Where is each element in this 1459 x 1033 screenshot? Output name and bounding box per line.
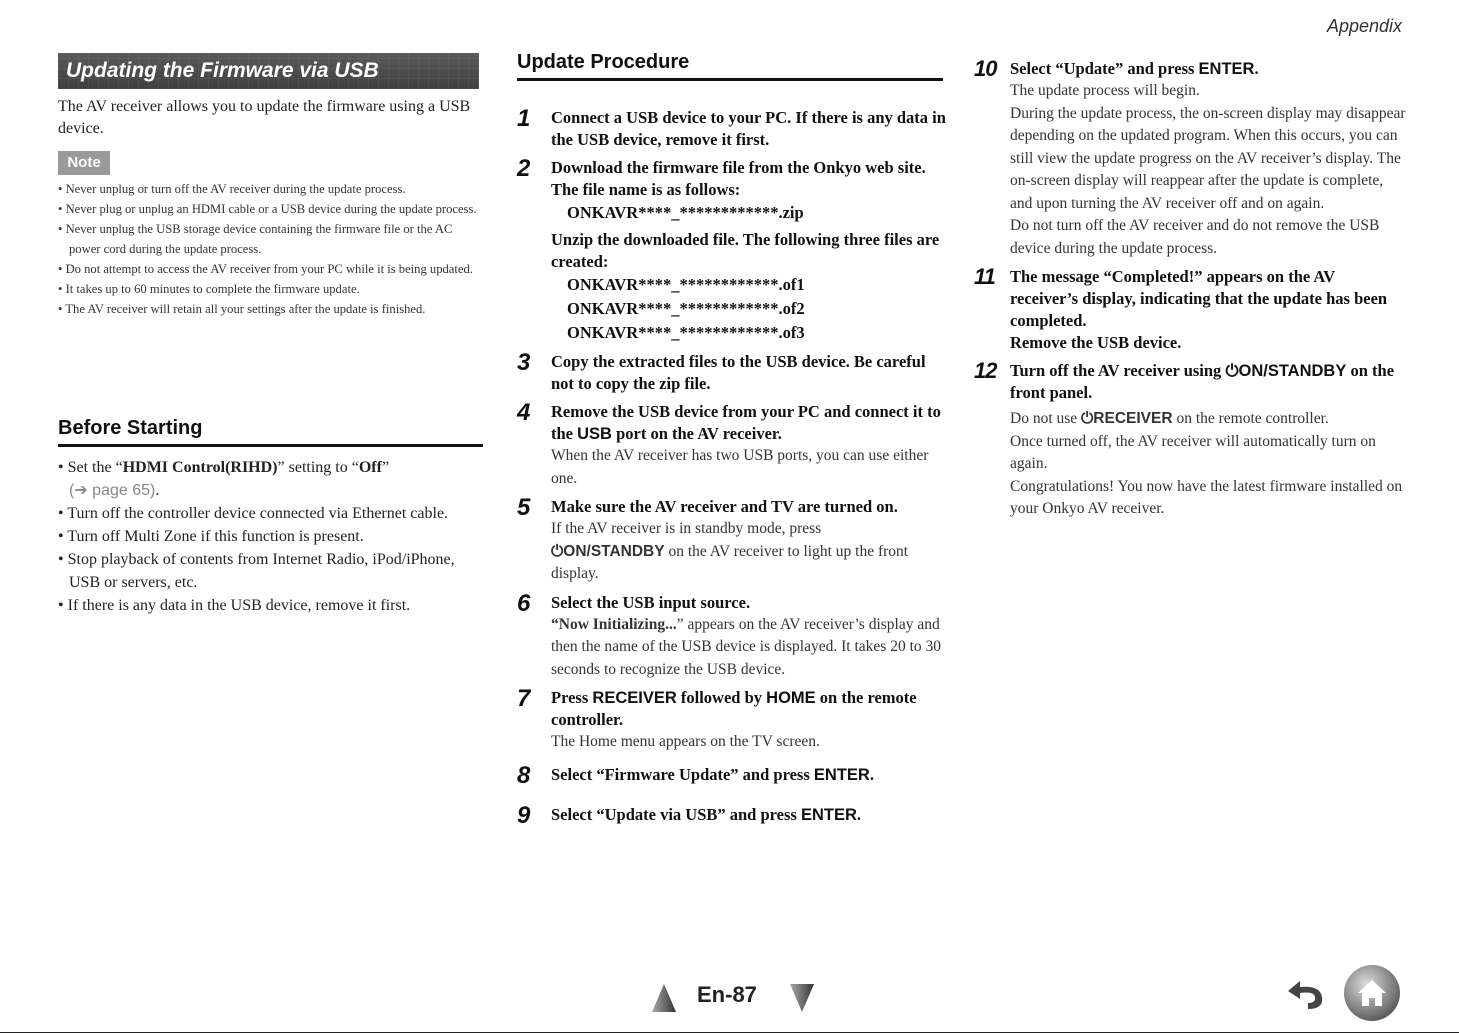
- text: ” setting to “: [277, 459, 359, 476]
- step-1: [517, 107, 947, 151]
- section-banner: Updating the Firmware via USB: [58, 53, 479, 89]
- step-title: Remove the USB device.: [1010, 333, 1182, 352]
- text: .: [869, 764, 874, 784]
- setting-name: HDMI Control(RIHD): [122, 459, 278, 476]
- step-number: 2: [517, 155, 531, 182]
- step-9: [517, 801, 947, 829]
- text: on the remote controller.: [1172, 410, 1329, 427]
- step-body: [551, 518, 947, 586]
- list-item: • It takes up to 60 minutes to complete the firmware update.: [58, 279, 483, 299]
- file-name: ONKAVR****_************.zip: [567, 203, 804, 222]
- key-label: ENTER: [813, 765, 870, 784]
- step-body: During the update process, the on-screen display may disappear depending on the updated program. When this occurs, you can still view the update progress on the AV receiver’s display. The on-screen display will reappear after the update is complete, and upon turning the AV receiver off and on again.: [1010, 104, 1406, 212]
- section-label: Appendix: [1326, 16, 1402, 36]
- key-label: USB: [577, 425, 612, 443]
- text: Select “Firmware Update” and press: [551, 764, 814, 784]
- text: on the AV receiver to light up the front display.: [551, 542, 909, 582]
- next-page-icon[interactable]: [790, 984, 814, 1012]
- step-4: [517, 401, 947, 490]
- step-title: [551, 687, 947, 731]
- step-12: [976, 360, 1406, 521]
- step-number: 10: [974, 56, 997, 81]
- step-number: 5: [517, 494, 531, 521]
- file-name: ONKAVR****_************.of1: [567, 275, 805, 294]
- list-item: [58, 456, 483, 502]
- step-6: [517, 589, 947, 682]
- previous-page-icon[interactable]: [652, 984, 676, 1012]
- step-number: 3: [517, 349, 531, 376]
- text: .: [155, 482, 160, 499]
- home-icon[interactable]: [1342, 963, 1402, 1023]
- step-subtitle: Unzip the downloaded file. The following three files are created:: [551, 230, 940, 271]
- step-title: [551, 401, 947, 445]
- before-starting-heading: [58, 417, 483, 447]
- key-label: ENTER: [800, 805, 857, 824]
- step-title: Select the USB input source.: [551, 592, 751, 612]
- step-body: Congratulations! You now have the latest firmware installed on your Onkyo AV receiver.: [1010, 477, 1403, 517]
- step-body: [551, 614, 947, 682]
- list-item: • The AV receiver will retain all your settings after the update is finished.: [58, 299, 483, 319]
- text: Press: [551, 688, 593, 707]
- text: Set the “: [67, 459, 123, 476]
- status-text: “Now Initializing...: [551, 615, 677, 633]
- key-label: HOME: [766, 689, 816, 707]
- intro-text: The AV receiver allows you to update the firmware using a USB device.: [58, 98, 471, 137]
- step-title: [551, 804, 947, 826]
- step-title: Connect a USB device to your PC. If there is any data in the USB device, remove it first.: [551, 108, 946, 149]
- text: Select “Update via USB” and press: [551, 804, 801, 824]
- step-number: 6: [517, 589, 531, 617]
- step-number: 4: [517, 399, 531, 426]
- back-icon[interactable]: [1280, 977, 1330, 1011]
- steps-column-right: [976, 58, 1406, 527]
- step-body: Do not turn off the AV receiver and do not remove the USB device during the update process.: [1010, 217, 1380, 257]
- text: Do not use: [1010, 410, 1082, 427]
- key-label: ⏻RECEIVER: [1081, 410, 1173, 427]
- step-number: 7: [517, 685, 531, 712]
- step-2: [517, 157, 947, 345]
- list-item: • Do not attempt to access the AV receiver from your PC while it is being updated.: [58, 259, 483, 279]
- key-label: ⏻ON/STANDBY: [1225, 362, 1347, 380]
- key-label: RECEIVER: [592, 689, 677, 707]
- page-number: En-87: [697, 982, 757, 1007]
- step-body: The update process will begin.: [1010, 82, 1200, 99]
- text: .: [1254, 59, 1259, 78]
- text: If the AV receiver is in standby mode, press: [551, 520, 822, 537]
- step-number: 12: [974, 358, 997, 383]
- step-title: Make sure the AV receiver and TV are turned on.: [551, 497, 898, 516]
- step-10: [976, 58, 1406, 260]
- list-item: • Turn off Multi Zone if this function is present.: [58, 525, 483, 548]
- step-7: [517, 687, 947, 754]
- text: Select “Update” and press: [1010, 59, 1199, 78]
- step-3: [517, 351, 947, 395]
- list-item: • Never unplug the USB storage device containing the firmware file or the AC power cord during the update process.: [58, 219, 483, 259]
- list-item: • Turn off the controller device connected via Ethernet cable.: [58, 502, 483, 525]
- key-label: ⏻ON/STANDBY: [551, 542, 665, 560]
- heading-text: Before Starting: [58, 417, 483, 447]
- steps-column-middle: [517, 107, 947, 832]
- text: Remove the USB device from your PC and connect it to the: [551, 402, 941, 443]
- heading-text: Update Procedure: [517, 51, 943, 81]
- step-title: [1010, 58, 1406, 80]
- setting-value: Off: [358, 459, 382, 476]
- step-number: 9: [517, 801, 531, 829]
- text: port on the AV receiver.: [611, 424, 782, 443]
- step-title: [1010, 360, 1406, 404]
- text: .: [856, 804, 862, 824]
- text: ”: [381, 459, 390, 476]
- key-label: ENTER: [1198, 60, 1255, 78]
- file-name: ONKAVR****_************.of3: [567, 323, 805, 342]
- page-reference-link[interactable]: (➔ page 65): [69, 482, 156, 499]
- step-11: [976, 266, 1406, 354]
- step-5: [517, 496, 947, 586]
- text: on the remote controller.: [551, 688, 917, 729]
- step-title: Download the firmware file from the Onkyo web site. The file name is as follows:: [551, 158, 926, 199]
- step-number: 8: [517, 761, 531, 789]
- step-body: When the AV receiver has two USB ports, you can use either one.: [551, 447, 929, 487]
- text: Turn off the AV receiver using: [1010, 361, 1226, 380]
- step-title: [551, 764, 947, 786]
- step-title: The message “Completed!” appears on the AV receiver’s display, indicating that the update has been completed.: [1010, 267, 1388, 330]
- text: followed by: [676, 688, 767, 707]
- update-procedure-heading: [517, 51, 943, 81]
- list-item: • If there is any data in the USB device, remove it first.: [58, 594, 483, 617]
- step-number: 1: [517, 105, 531, 132]
- note-list: [58, 179, 483, 319]
- list-item: • Never unplug or turn off the AV receiver during the update process.: [58, 179, 483, 199]
- text: on the front panel.: [1010, 361, 1395, 402]
- file-name: ONKAVR****_************.of2: [567, 299, 805, 318]
- list-item: • Stop playback of contents from Internet Radio, iPod/iPhone, USB or servers, etc.: [58, 548, 483, 594]
- before-starting-list: [58, 456, 483, 617]
- note-badge: Note: [58, 151, 110, 175]
- step-8: [517, 761, 947, 789]
- step-number: 11: [974, 264, 995, 289]
- step-body: The Home menu appears on the TV screen.: [551, 733, 820, 750]
- step-title: Copy the extracted files to the USB device. Be careful not to copy the zip file.: [551, 352, 926, 393]
- list-item: • Never plug or unplug an HDMI cable or a USB device during the update process.: [58, 199, 483, 219]
- text: ” appears on the AV receiver’s display and then the name of the USB device is displayed. It takes 20 to 30 seconds to recognize the USB device.: [551, 615, 941, 678]
- step-body: [1010, 408, 1406, 431]
- step-body: Once turned off, the AV receiver will automatically turn on again.: [1010, 432, 1376, 472]
